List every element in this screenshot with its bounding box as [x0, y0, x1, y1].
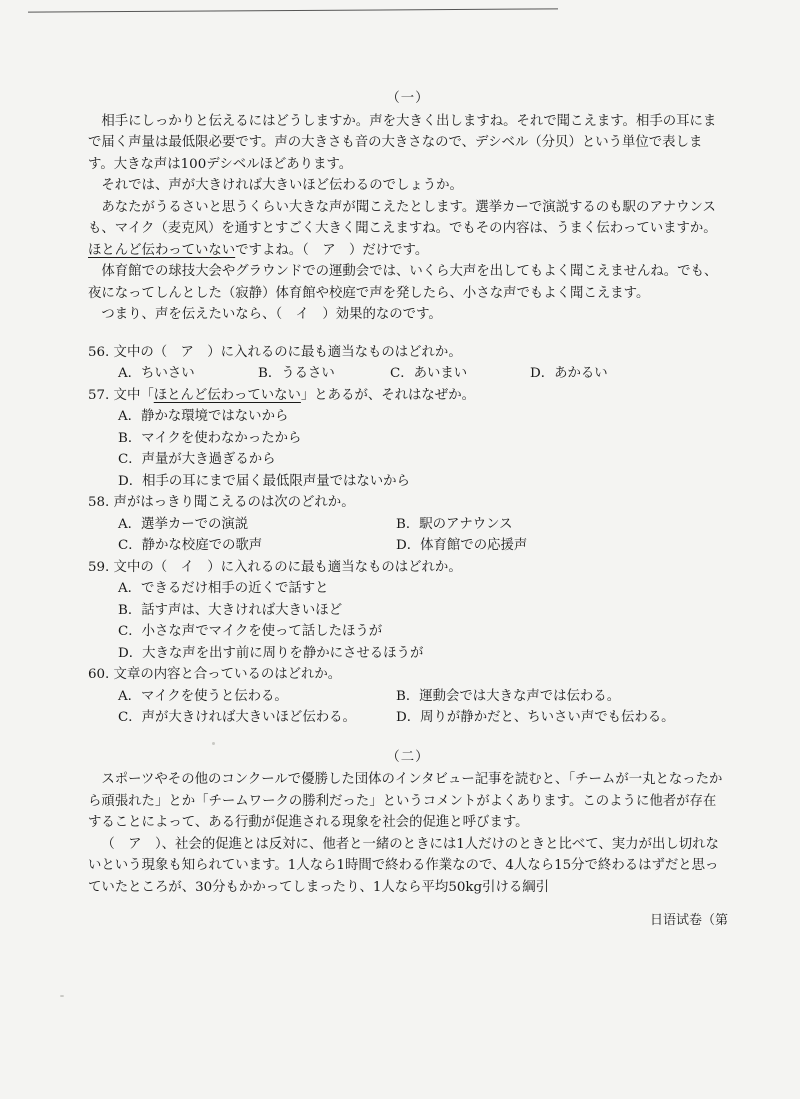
question-60-options	[88, 686, 728, 729]
q58-option-a: A．選挙カーでの演説	[118, 516, 249, 532]
q56-option-c: C．あいまい	[390, 366, 468, 381]
question-57-options	[88, 406, 728, 492]
question-59: 59. 文中の（ イ ）に入れるのに最も適当なものはどれか。	[88, 559, 462, 575]
q57-stem-after: 」とあるが、それはなぜか。	[300, 387, 475, 403]
section2-title: （二）	[386, 749, 430, 765]
q60-option-d: D．周りが静かだと、ちいさい声でも伝わる。	[396, 710, 675, 725]
question-56: 56. 文中の（ ア ）に入れるのに最も適当なものはどれか。	[88, 344, 462, 360]
q58-option-b: B．駅のアナウンス	[396, 516, 513, 532]
underlined-phrase: ほとんど伝わっていない	[88, 242, 236, 258]
question-59-options	[88, 578, 728, 664]
section1-paragraph-1: 相手にしっかりと伝えるにはどうしますか。声を大きく出しますね。それで聞こえます。相手の耳にまで届く声量は最低限必要です。声の大きさも音の大きさなので、デシベル（分贝）という単位で表します。大きな声は100デシベルほどあります。	[88, 113, 717, 172]
q57-underlined: ほとんど伝わっていない	[153, 387, 301, 403]
q56-option-d: D．あかるい	[530, 366, 608, 381]
section1-paragraph-2: それでは、声が大きければ大きいほど伝わるのでしょうか。	[101, 178, 463, 193]
section2-paragraph-1: スポーツやその他のコンクールで優勝した団体のインタビュー記事を読むと、「チームが一丸となったから頑張れた」とか「チームワークの勝利だった」というコメントがよくあります。このように他者が存在することによって、ある行動が促進される現象を社会的促進と呼びます。	[88, 772, 723, 830]
q59-option-d: D．大きな声を出す前に周りを静かにさせるほうが	[118, 645, 424, 661]
section1-title: （一）	[386, 91, 430, 106]
section2	[88, 747, 728, 899]
q60-option-b: B．運動会では大きな声では伝わる。	[396, 688, 621, 704]
para3-text-before: あなたがうるさいと思うくらい大きな声が聞こえたとします。選挙カーで演説するのも駅のアナウンスも、マイク（麦克风）を通すとすごく大きく聞こえますね。でもその内容は、うまく伝わっていますか。	[88, 199, 717, 236]
q60-option-c: C．声が大きければ大きいほど伝わる。	[118, 710, 356, 725]
exam-page	[88, 88, 728, 932]
question-58: 58. 声がはっきり聞こえるのは次のどれか。	[88, 495, 355, 510]
q57-option-a: A．静かな環境ではないから	[118, 409, 289, 424]
q56-option-a: A．ちいさい	[118, 366, 195, 381]
q57-option-b: B．マイクを使わなかったから	[118, 430, 302, 446]
q57-option-d: D．相手の耳にまで届く最低限声量ではないから	[118, 473, 410, 489]
question-58-options	[88, 514, 728, 557]
q59-option-c: C．小さな声でマイクを使って話したほうが	[118, 624, 383, 639]
section1-paragraph-4: 体育館での球技大会やグラウンドでの運動会では、いくら大声を出してもよく聞こえませんね。でも、夜になってしんとした（寂静）体育館や校庭で声を発したら、小さな声でもよく聞こえます。	[88, 264, 718, 301]
section1-paragraph-5: つまり、声を伝えたいなら、（ イ ）効果的なのです。	[101, 307, 442, 322]
scan-speck	[60, 995, 64, 997]
section1-paragraph-3	[88, 197, 728, 262]
q59-option-b: B．話す声は、大きければ大きいほど	[118, 602, 343, 618]
q60-option-a: A．マイクを使うと伝わる。	[118, 688, 288, 704]
question-60: 60. 文章の内容と合っているのはどれか。	[88, 667, 342, 682]
question-56-options	[88, 363, 728, 385]
para3-text-after: ですよね。（ ア ）だけです。	[235, 242, 429, 258]
question-57	[88, 385, 728, 407]
questions-block	[88, 342, 728, 729]
q59-option-a: A．できるだけ相手の近くで話すと	[118, 581, 329, 596]
q57-stem-before: 57. 文中「	[88, 387, 154, 403]
top-rule	[28, 8, 558, 12]
section2-paragraph-2: （ ア ）、社会的促進とは反対に、他者と一緒のときには1人だけのときと比べて、実力が出し切れないという現象も知られています。1人なら1時間で終わる作業なので、4人なら15分で終わるはずだと思っていたところが、30分もかかってしまったり、1人なら平均50kg引ける綱引	[88, 836, 719, 895]
scan-speck	[212, 742, 215, 745]
q58-option-d: D．体育館での応援声	[396, 538, 528, 553]
q56-option-b: B．うるさい	[258, 366, 335, 381]
q57-option-c: C．声量が大き過ぎるから	[118, 452, 276, 467]
q58-option-c: C．静かな校庭での歌声	[118, 538, 263, 553]
page-footer: 日语试卷（第	[649, 913, 728, 928]
